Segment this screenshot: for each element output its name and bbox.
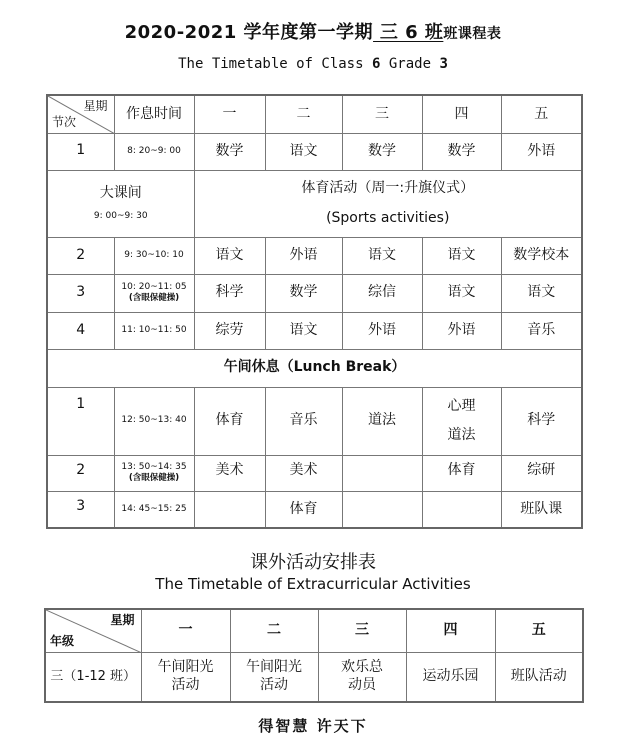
- subject-cell: 综研: [501, 455, 582, 491]
- subject-cell: 语文: [265, 133, 342, 170]
- activity-cell: [318, 652, 406, 702]
- activity-cell: [230, 652, 318, 702]
- title-prefix: 2020-2021 学年度第一学期: [124, 22, 374, 43]
- corner-day-label: 星期: [83, 99, 108, 113]
- period-time: 14: 45~15: 25: [114, 491, 194, 528]
- table-row: [47, 387, 582, 455]
- subject-cell-multi: [422, 387, 501, 455]
- period-number: 2: [47, 455, 114, 491]
- subject-cell: 综信: [342, 274, 422, 312]
- day-header: 一: [194, 95, 265, 133]
- day-header: 四: [406, 609, 495, 652]
- activity-line: 活动: [260, 676, 288, 693]
- subject-cell: 语文: [342, 237, 422, 274]
- period-time: 11: 10~11: 50: [114, 312, 194, 349]
- subject-cell: 数学: [422, 133, 501, 170]
- eye-exercise-note: (含眼保健操): [128, 473, 180, 484]
- period-time: 13: 50~14: 35: [121, 462, 187, 473]
- subject-cell: 美术: [265, 455, 342, 491]
- day-header: 二: [265, 95, 342, 133]
- extracurricular-subtitle: The Timetable of Extracurricular Activities: [155, 575, 471, 593]
- recess-row: [47, 170, 582, 237]
- subject-cell: 班队课: [501, 491, 582, 528]
- header-row: [47, 95, 582, 133]
- corner-cell: [45, 609, 141, 652]
- activity-line: 午间阳光: [157, 659, 214, 676]
- subject-cell: 语文: [422, 237, 501, 274]
- day-header: 三: [318, 609, 406, 652]
- day-header: 二: [230, 609, 318, 652]
- eye-exercise-note: (含眼保健操): [128, 293, 180, 304]
- subject-cell: 数学: [342, 133, 422, 170]
- subject-cell: 外语: [501, 133, 582, 170]
- subject-cell: 数学校本: [501, 237, 582, 274]
- subject-cell: 音乐: [265, 387, 342, 455]
- subject-cell: 外语: [342, 312, 422, 349]
- subject-cell: 语文: [501, 274, 582, 312]
- table-row: [45, 652, 583, 702]
- extracurricular-timetable: [44, 608, 584, 703]
- recess-activity-cn: 体育活动（周一:升旗仪式）: [301, 180, 475, 196]
- table-row: [47, 491, 582, 528]
- subject-cell: [342, 455, 422, 491]
- subject-cell: 语文: [265, 312, 342, 349]
- period-number: 1: [47, 133, 114, 170]
- subtitle-middle: Grade: [380, 56, 440, 72]
- subtitle-class-number: 6: [371, 56, 381, 72]
- day-header: 五: [501, 95, 582, 133]
- recess-time: 9: 00~9: 30: [93, 210, 148, 221]
- subject-cell: 美术: [194, 455, 265, 491]
- day-header: 三: [342, 95, 422, 133]
- table-row: [47, 455, 582, 491]
- subject-cell: [194, 491, 265, 528]
- subject-cell: 体育: [422, 455, 501, 491]
- activity-cell: [406, 652, 495, 702]
- activity-cell: [141, 652, 230, 702]
- corner-day-label: 星期: [110, 613, 135, 627]
- lunch-break-label: 午间休息（Lunch Break）: [47, 349, 582, 387]
- period-time: 8: 20~9: 00: [114, 133, 194, 170]
- page-title: [0, 18, 626, 44]
- period-time: 12: 50~13: 40: [114, 387, 194, 455]
- subject-cell: 外语: [422, 312, 501, 349]
- lunch-row: [47, 349, 582, 387]
- subtitle-prefix: The Timetable of Class: [178, 56, 372, 72]
- period-number: 3: [47, 274, 114, 312]
- header-row: [45, 609, 583, 652]
- period-number: 2: [47, 237, 114, 274]
- corner-period-label: 节次: [52, 114, 77, 129]
- time-header: 作息时间: [114, 95, 194, 133]
- recess-label: 大课间: [99, 185, 142, 202]
- corner-cell: [47, 95, 114, 133]
- subject-cell: 科学: [194, 274, 265, 312]
- title-class: 三 6 班: [373, 22, 444, 43]
- subject-cell: 数学: [194, 133, 265, 170]
- period-number: 3: [47, 491, 114, 528]
- period-number: 1: [47, 387, 114, 455]
- subject-cell: 道法: [342, 387, 422, 455]
- corner-grade-label: 年级: [50, 633, 75, 648]
- footer-motto: 得智慧 许天下: [258, 717, 368, 735]
- table-row: [47, 237, 582, 274]
- subtitle-grade-number: 3: [439, 56, 448, 72]
- day-header: 一: [141, 609, 230, 652]
- period-time: 10: 20~11: 05: [121, 282, 187, 293]
- recess-cell: [47, 170, 194, 237]
- subject-line: 道法: [447, 427, 476, 443]
- recess-activity-en: (Sports activities): [326, 209, 450, 226]
- activity-line: 运动乐园: [422, 668, 479, 684]
- period-time: 9: 30~10: 10: [114, 237, 194, 274]
- activity-cell: [495, 652, 583, 702]
- page-subtitle: [0, 56, 626, 72]
- subject-cell: 数学: [265, 274, 342, 312]
- period-time-cell: [114, 274, 194, 312]
- subject-cell: 科学: [501, 387, 582, 455]
- activity-line: 班队活动: [510, 668, 567, 684]
- subject-cell: 外语: [265, 237, 342, 274]
- table-row: [47, 274, 582, 312]
- subject-cell: 语文: [194, 237, 265, 274]
- activity-line: 动员: [348, 676, 376, 693]
- subject-cell: [342, 491, 422, 528]
- grade-cell: 三（1-12 班）: [45, 652, 141, 702]
- subject-line: 心理: [447, 397, 476, 414]
- class-timetable: [46, 94, 583, 529]
- title-suffix: 班课程表: [443, 26, 502, 42]
- subject-cell: 语文: [422, 274, 501, 312]
- subject-cell: 体育: [194, 387, 265, 455]
- extracurricular-title: 课外活动安排表: [250, 552, 376, 573]
- day-header: 五: [495, 609, 583, 652]
- subject-cell: 综劳: [194, 312, 265, 349]
- activity-line: 欢乐总: [341, 659, 383, 676]
- recess-activity-cell: [194, 170, 582, 237]
- subject-cell: [422, 491, 501, 528]
- period-time-cell: [114, 455, 194, 491]
- table-row: [47, 133, 582, 170]
- activity-line: 午间阳光: [246, 659, 302, 676]
- table-row: [47, 312, 582, 349]
- subject-cell: 音乐: [501, 312, 582, 349]
- day-header: 四: [422, 95, 501, 133]
- subject-cell: 体育: [265, 491, 342, 528]
- activity-line: 活动: [171, 676, 200, 693]
- period-number: 4: [47, 312, 114, 349]
